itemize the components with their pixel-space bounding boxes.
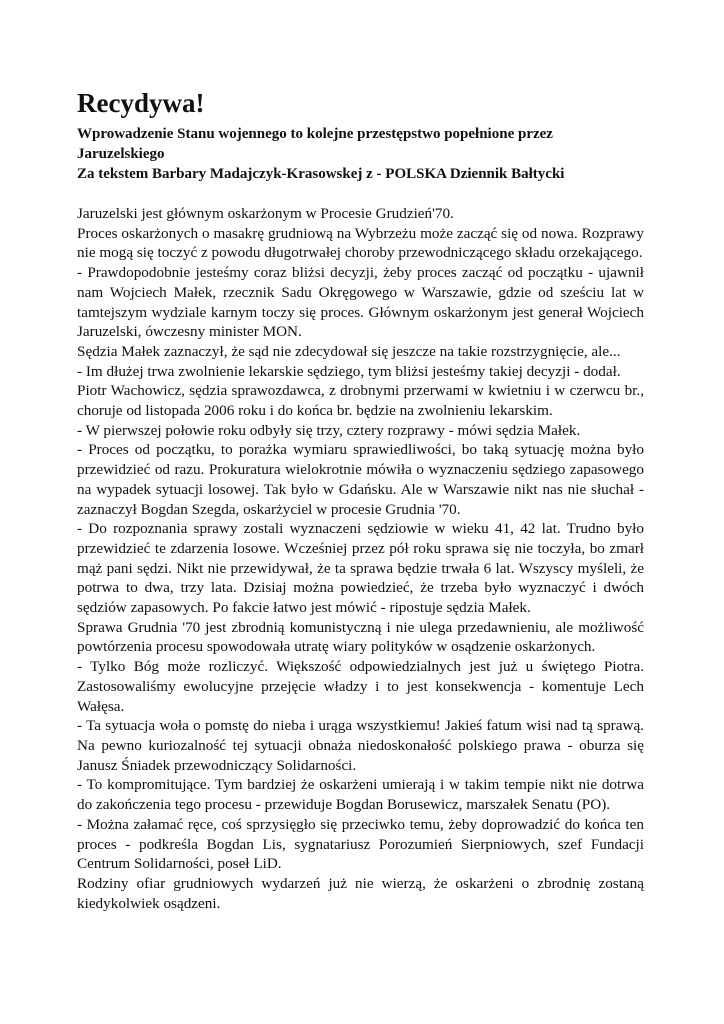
paragraph: Rodziny ofiar grudniowych wydarzeń już nie wierzą, że oskarżeni o zbrodnię zostaną kiedykolwiek osądzeni. (77, 874, 644, 912)
paragraph: - Proces od początku, to porażka wymiaru sprawiedliwości, bo taką sytuację można było przewidzieć od razu. Prokuratura wielokrotnie mówiła o wyznaczeniu sędziego zapasowego na wypadek sytuacji losowej. Tak było w Gdańsku. Ale w Warszawie nikt nas nie słuchał - zaznaczył Bogdan Szegda, oskarżyciel w procesie Grudnia '70. (77, 441, 644, 518)
paragraph: Sprawa Grudnia '70 jest zbrodnią komunistyczną i nie ulega przedawnieniu, ale możliwość powtórzenia procesu spowodowała utratę wiary polityków w osądzenie oskarżonych. (77, 618, 644, 656)
paragraph: - To kompromitujące. Tym bardziej że oskarżeni umierają i w takim tempie nikt nie dotrwa do zakończenia tego procesu - przewiduje Bogdan Borusewicz, marszałek Senatu (PO). (77, 776, 644, 814)
paragraph: Jaruzelski jest głównym oskarżonym w Procesie Grudzień'70. (77, 205, 454, 222)
paragraph: Piotr Wachowicz, sędzia sprawozdawca, z drobnymi przerwami w kwietniu i w czerwcu br., choruje od listopada 2006 roku i do końca br. będzie na zwolnieniu lekarskim. (77, 382, 644, 420)
paragraph: - Do rozpoznania sprawy zostali wyznaczeni sędziowie w wieku 41, 42 lat. Trudno było przewidzieć te zdarzenia losowe. Wcześniej przez pół roku sprawa się nie toczyła, bo zmarł mąż pani sędzi. Nikt nie przewidywał, że ta sprawa będzie trwała 6 lat. Wszyscy myśleli, że potrwa to dwa, trzy lata. Dzisiaj można powiedzieć, że trzeba było wyznaczyć i dwóch sędziów zapasowych. Po fakcie łatwo jest mówić - ripostuje sędzia Małek. (77, 520, 644, 617)
paragraph: Proces oskarżonych o masakrę grudniową na Wybrzeżu może zacząć się od nowa. Rozprawy nie mogą się toczyć z powodu długotrwałej choroby przewodniczącego składu orzekającego. (77, 224, 644, 262)
article-subtitle: Wprowadzenie Stanu wojennego to kolejne przestępstwo popełnione przez Jaruzelskiego (77, 126, 553, 162)
paragraph: - Prawdopodobnie jesteśmy coraz bliżsi decyzji, żeby proces zacząć od początku - ujawnił nam Wojciech Małek, rzecznik Sadu Okręgowego w Warszawie, gdzie od sześciu lat w tamtejszym wydziale karnym toczy się proces. Głównym oskarżonym jest generał Wojciech Jaruzelski, ówczesny minister MON. (77, 264, 644, 341)
paragraph: - Tylko Bóg może rozliczyć. Większość odpowiedzialnych jest już u świętego Piotra. Zastosowaliśmy ewolucyjne przejęcie władzy i to jest konsekwencja - komentuje Lech Wałęsa. (77, 658, 644, 715)
paragraph: - W pierwszej połowie roku odbyły się trzy, cztery rozprawy - mówi sędzia Małek. (77, 421, 581, 439)
paragraph: - Ta sytuacja woła o pomstę do nieba i urąga wszystkiemu! Jakieś fatum wisi nad tą sprawą. Na pewno kuriozalność tej sytuacji obnaża niedoskonałość polskiego prawa - oburza się Janusz Śniadek przewodniczący Solidarności. (77, 717, 644, 774)
paragraph: Sędzia Małek zaznaczył, że sąd nie zdecydował się jeszcze na takie rozstrzygnięcie, ale... (77, 342, 621, 360)
document-page (77, 88, 644, 913)
article-body (77, 204, 644, 913)
paragraph: - Można załamać ręce, coś sprzysięgło się przeciwko temu, żeby doprowadzić do końca ten proces - podkreśla Bogdan Lis, sygnatariusz Porozumień Sierpniowych, szef Fundacji Centrum Solidarności, poseł LiD. (77, 815, 644, 873)
paragraph: - Im dłużej trwa zwolnienie lekarskie sędziego, tym bliżsi jesteśmy takiej decyzji - dodał. (77, 362, 621, 380)
article-title: Recydywa! (77, 88, 205, 118)
article-byline: Za tekstem Barbary Madajczyk-Krasowskej z - POLSKA Dziennik Bałtycki (77, 166, 565, 182)
